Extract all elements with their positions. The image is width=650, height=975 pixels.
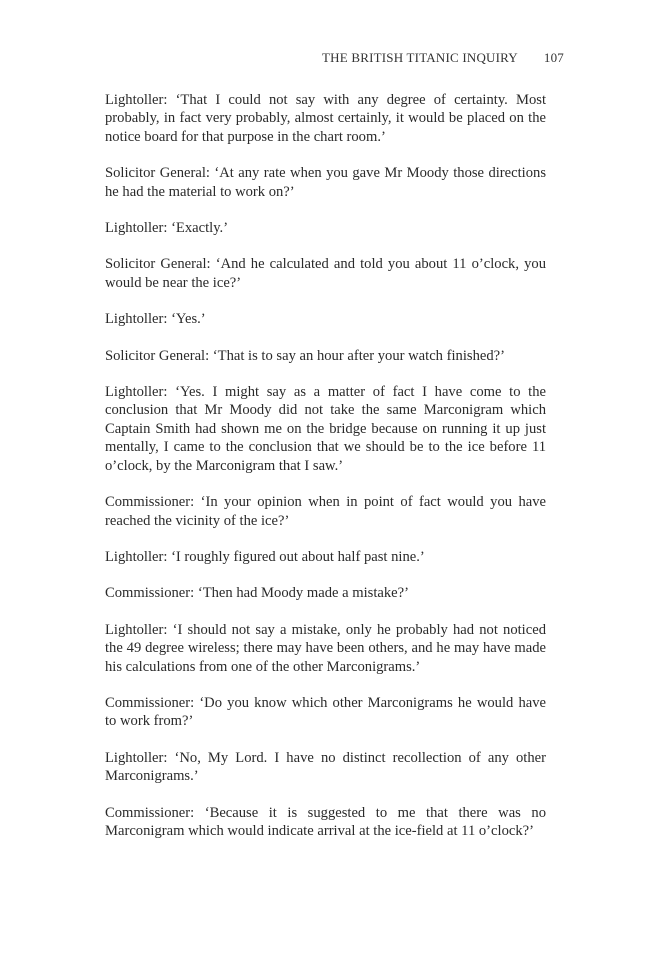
paragraph: Commissioner: ‘In your opinion when in point of fact would you have reached the vicinity of the ice?’: [105, 494, 546, 529]
running-head: [300, 50, 564, 66]
paragraph: Solicitor General: ‘That is to say an hour after your watch finished?’: [105, 347, 505, 364]
body-text: [105, 91, 546, 858]
paragraph: Solicitor General: ‘And he calculated and told you about 11 o’clock, you would be near the ice?’: [105, 256, 546, 291]
page-number: 107: [543, 50, 564, 65]
paragraph: Commissioner: ‘Because it is suggested to me that there was no Marconigram which would indicate arrival at the ice-field at 11 o’clock?’: [105, 804, 546, 839]
paragraph: Lightoller: ‘Exactly.’: [105, 220, 229, 237]
paragraph: Lightoller: ‘No, My Lord. I have no distinct recollection of any other Marconigrams.’: [105, 749, 546, 785]
paragraph: Lightoller: ‘Yes. I might say as a matter of fact I have come to the conclusion that Mr Moody did not take the same Marconigram which Captain Smith had shown me on the bridge because on running it up just mentally, I came to the conclusion that we should be to the ice before 11 o’clock, by the Marconigram that I saw.’: [105, 384, 546, 474]
paragraph: Commissioner: ‘Then had Moody made a mistake?’: [105, 585, 409, 602]
paragraph: Lightoller: ‘I should not say a mistake, only he probably had not noticed the 49 degree wireless; there may have been others, and he may have made his calculations from one of the other Marconigrams.’: [105, 621, 546, 675]
paragraph: Solicitor General: ‘At any rate when you gave Mr Moody those directions he had the material to work on?’: [105, 165, 546, 200]
paragraph: Lightoller: ‘That I could not say with any degree of certainty. Most probably, in fact very probably, almost certainly, it would be placed on the notice board for that purpose in the chart room.’: [105, 92, 546, 145]
paragraph: Commissioner: ‘Do you know which other Marconigrams he would have to work from?’: [105, 694, 546, 730]
running-title: THE BRITISH TITANIC INQUIRY: [322, 50, 518, 65]
paragraph: Lightoller: ‘Yes.’: [105, 311, 206, 328]
paragraph: Lightoller: ‘I roughly figured out about half past nine.’: [105, 548, 425, 565]
